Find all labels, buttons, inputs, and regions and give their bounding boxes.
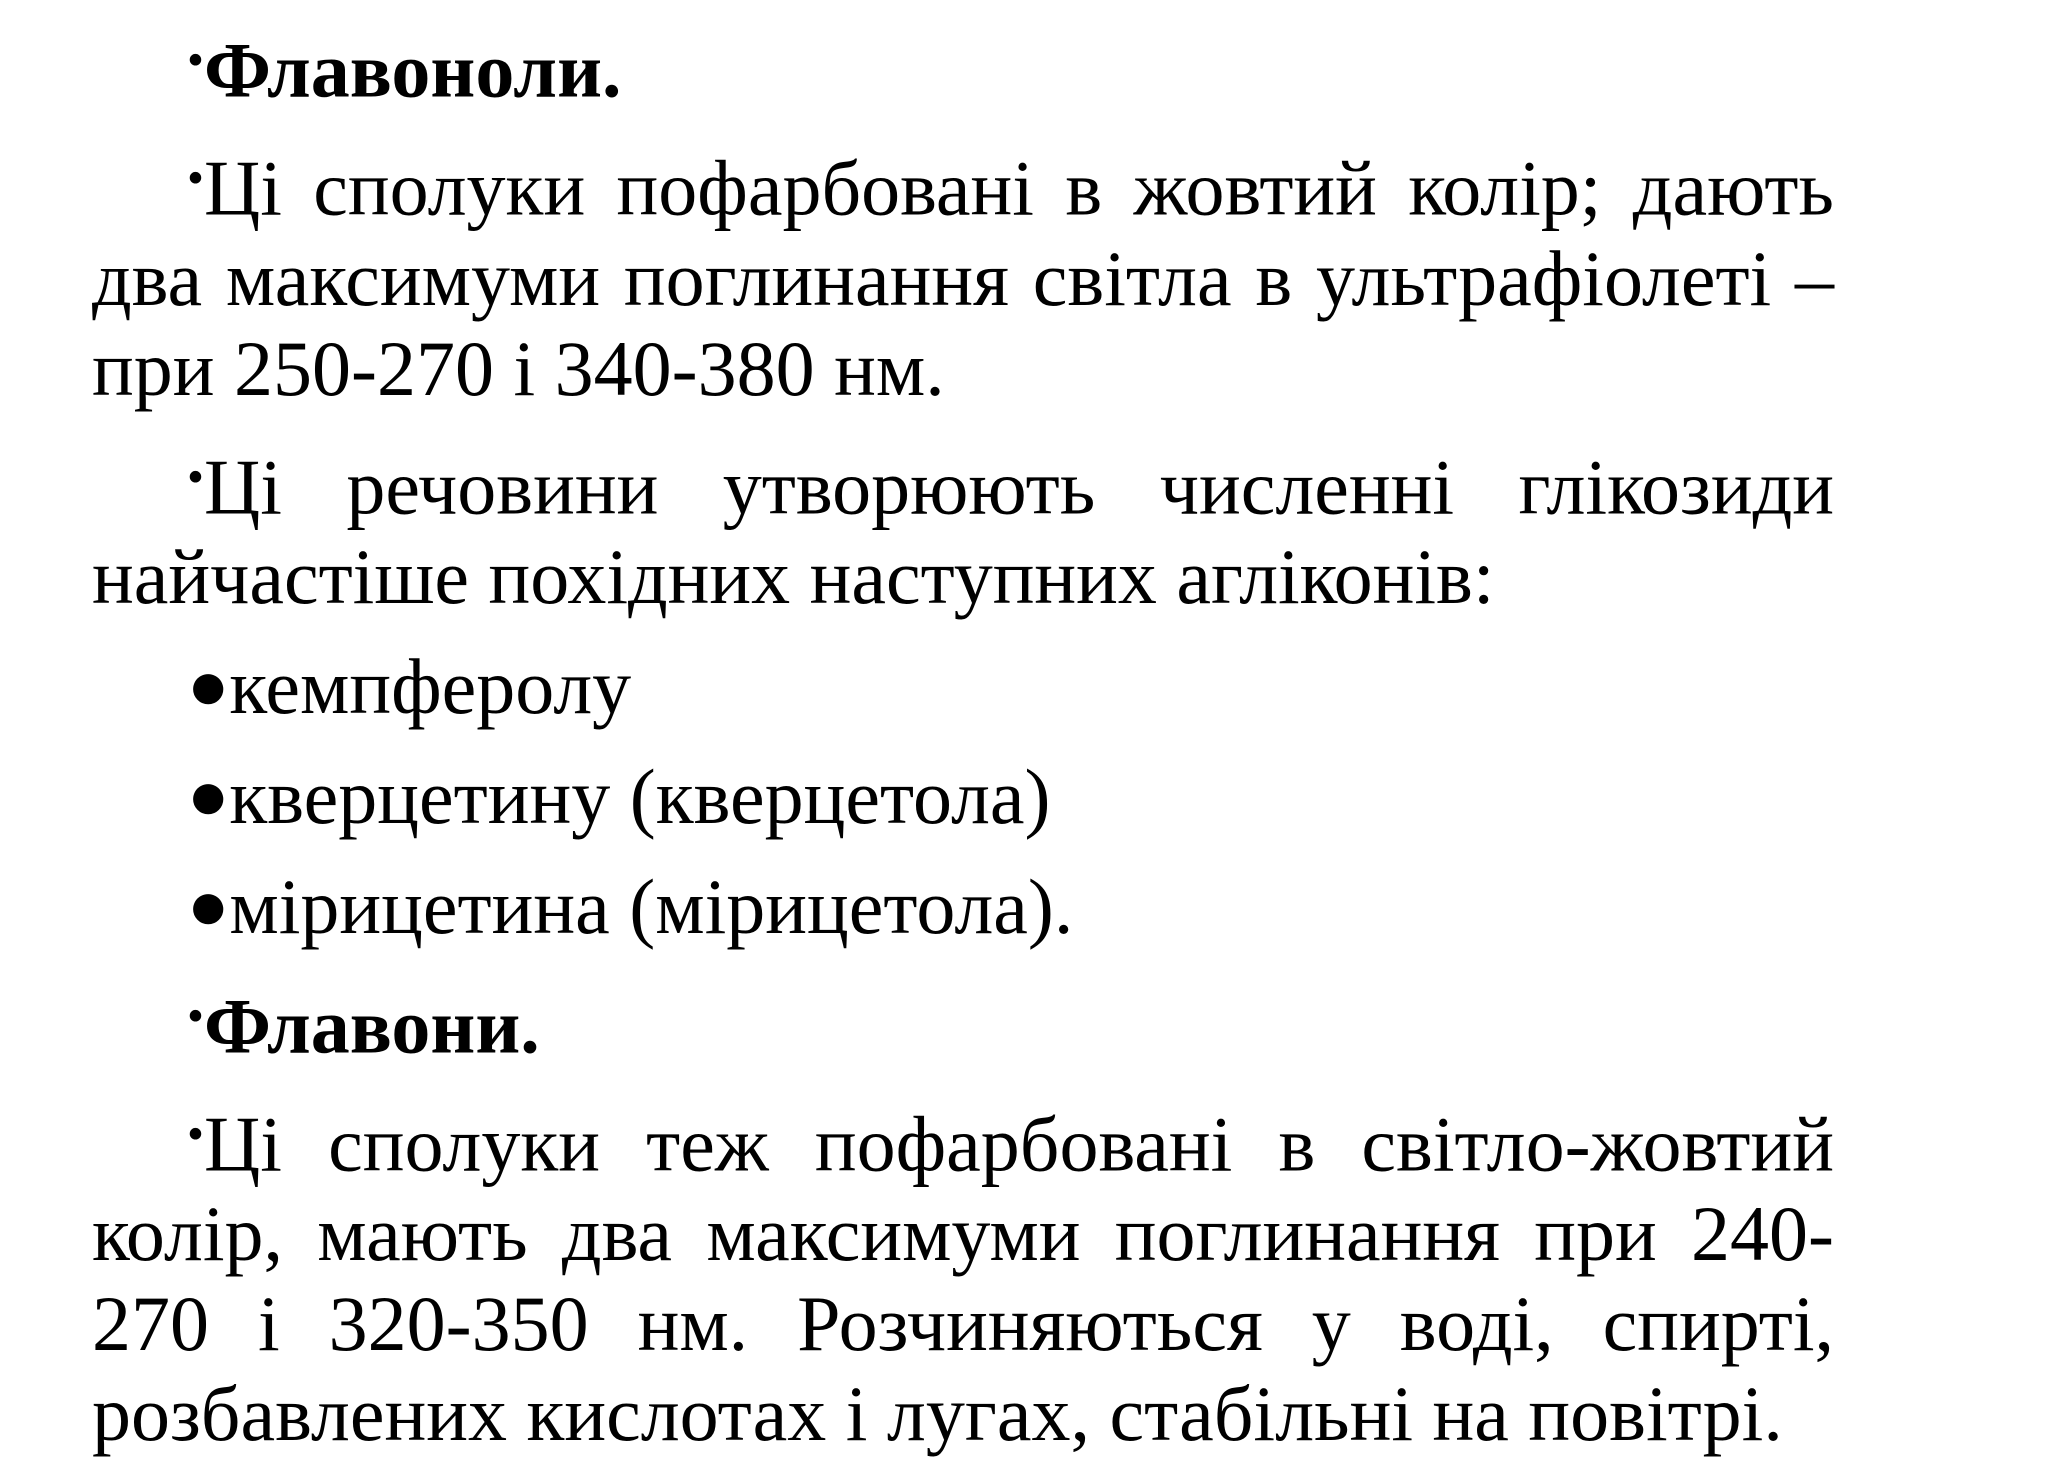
paragraph-flavonols-color-text: Ці сполуки пофарбовані в жовтий колір; дають два максимуми поглинання світла в ультрафіолеті – при 250-270 і 340-380 нм. (92, 144, 1834, 412)
paragraph-flavones-text: Ці сполуки теж пофарбовані в світло-жовтий колір, мають два максимуми поглинання при 240-270 і 320-350 нм. Розчиняються у воді, спирті, розбавлених кислотах і лугах, стабільні на повітрі. (92, 1100, 1834, 1458)
document-page (92, 0, 1834, 1478)
paragraph-flavones (92, 1090, 1834, 1459)
list-item-text: кверцетину (кверцетола) (229, 753, 1051, 841)
list-item-text: кемпферолу (229, 643, 632, 731)
bullet-icon: • (187, 989, 204, 1043)
list-item-quercetin (92, 751, 1834, 842)
round-bullet-icon: ● (187, 646, 230, 725)
paragraph-glycosides-text: Ці речовини утворюють численні глікозиди найчастіше похідних наступних агліконів: (92, 442, 1834, 620)
bullet-icon: • (187, 1107, 204, 1161)
bullet-icon: • (187, 34, 204, 87)
heading-flavonols-text: Флавоноли. (203, 26, 622, 114)
round-bullet-icon: ● (187, 867, 230, 946)
list-item-myricetin (92, 861, 1834, 952)
paragraph-glycosides (92, 433, 1834, 622)
round-bullet-icon: ● (187, 757, 230, 836)
heading-flavonols (92, 16, 1834, 115)
bullet-icon: • (187, 152, 204, 206)
list-item-kaempferol (92, 641, 1834, 732)
heading-flavones (92, 972, 1834, 1071)
heading-flavones-text: Флавони. (203, 981, 540, 1069)
bullet-icon: • (187, 450, 204, 504)
paragraph-flavonols-color (92, 134, 1834, 413)
list-item-text: мірицетина (мірицетола). (229, 863, 1074, 951)
